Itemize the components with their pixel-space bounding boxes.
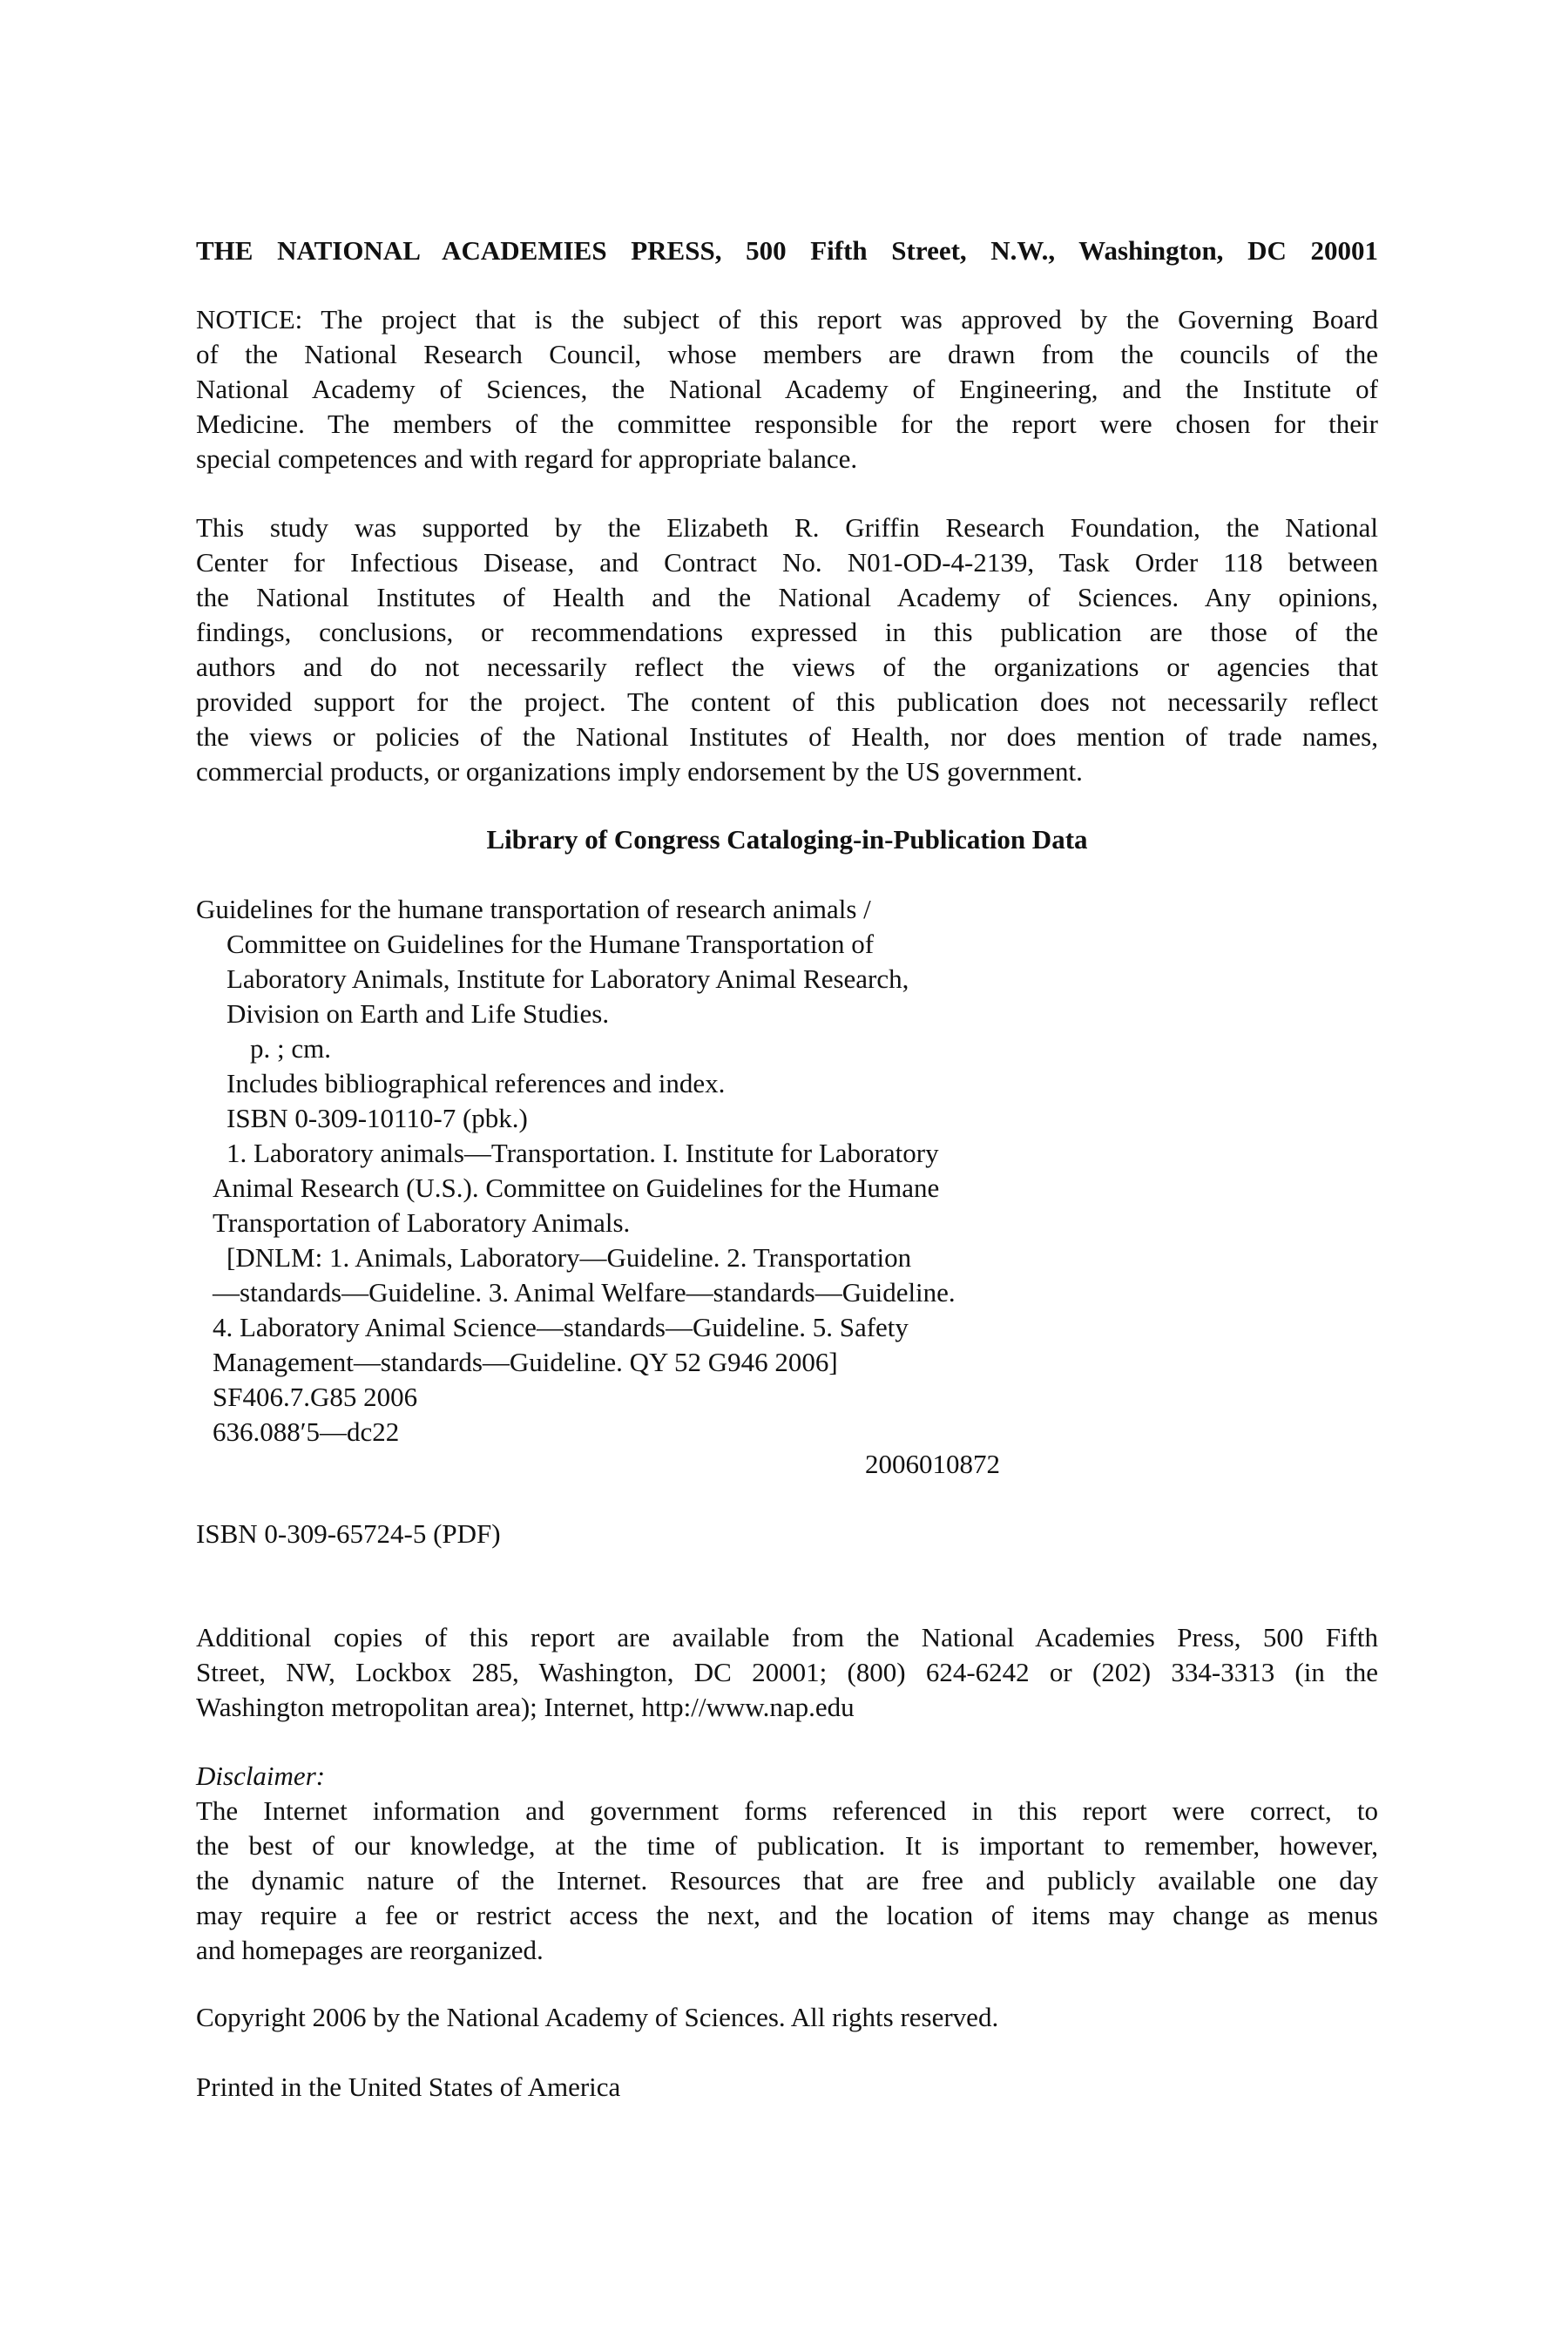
- text-line: p. ; cm.: [250, 1033, 331, 1064]
- text-line: NOTICE: The project that is the subject of this report was approved by the Governing Board: [196, 304, 1378, 335]
- text-line: Center for Infectious Disease, and Contract No. N01-OD-4-2139, Task Order 118 between: [196, 547, 1378, 578]
- text-line: 4. Laboratory Animal Science—standards—Guideline. 5. Safety: [213, 1312, 909, 1342]
- isbn-pdf: ISBN 0-309-65724-5 (PDF): [196, 1518, 501, 1549]
- additional-copies-paragraph: [196, 1620, 1378, 1725]
- text-line: 1. Laboratory animals—Transportation. I. Institute for Laboratory: [226, 1138, 939, 1168]
- text-line: The Internet information and government forms referenced in this report were correct, to: [196, 1795, 1378, 1826]
- printed-line: Printed in the United States of America: [196, 2072, 621, 2102]
- disclaimer-paragraph: [196, 1794, 1378, 1968]
- text-line: This study was supported by the Elizabeth R. Griffin Research Foundation, the National: [196, 512, 1378, 543]
- text-line: 636.088′5—dc22: [213, 1416, 400, 1447]
- text-line: authors and do not necessarily reflect the views of the organizations or agencies that: [196, 652, 1378, 682]
- text-line: Management—standards—Guideline. QY 52 G946 2006]: [213, 1347, 838, 1377]
- text-line: the National Institutes of Health and the National Academy of Sciences. Any opinions,: [196, 582, 1378, 612]
- text-line: Guidelines for the humane transportation of research animals /: [196, 894, 871, 924]
- text-line: Committee on Guidelines for the Humane Transportation of: [226, 929, 875, 959]
- text-line: special competences and with regard for appropriate balance.: [196, 443, 858, 474]
- text-line: —standards—Guideline. 3. Animal Welfare—standards—Guideline.: [213, 1277, 956, 1308]
- lccn-number: 2006010872: [865, 1449, 1000, 1479]
- text-line: of the National Research Council, whose members are drawn from the councils of the: [196, 339, 1378, 369]
- text-line: the views or policies of the National Institutes of Health, nor does mention of trade names,: [196, 721, 1378, 752]
- text-line: provided support for the project. The content of this publication does not necessarily reflect: [196, 686, 1378, 717]
- text-line: Laboratory Animals, Institute for Laboratory Animal Research,: [226, 963, 909, 994]
- text-line: Division on Earth and Life Studies.: [226, 998, 610, 1029]
- text-line: Street, NW, Lockbox 285, Washington, DC 20001; (800) 624-6242 or (202) 334-3313 (in the: [196, 1657, 1378, 1687]
- publisher-line: [196, 233, 1378, 268]
- publisher-address: THE NATIONAL ACADEMIES PRESS, 500 Fifth Street, N.W., Washington, DC 20001: [196, 235, 1378, 266]
- text-line: Includes bibliographical references and index.: [226, 1068, 726, 1098]
- text-line: may require a fee or restrict access the next, and the location of items may change as menus: [196, 1900, 1378, 1930]
- text-line: the best of our knowledge, at the time of publication. It is important to remember, however,: [196, 1830, 1378, 1861]
- text-line: SF406.7.G85 2006: [213, 1382, 418, 1412]
- text-line: Transportation of Laboratory Animals.: [213, 1207, 631, 1238]
- text-line: Additional copies of this report are available from the National Academies Press, 500 Fifth: [196, 1622, 1378, 1652]
- notice-paragraph: [196, 302, 1378, 476]
- text-line: [DNLM: 1. Animals, Laboratory—Guideline. 2. Transportation: [226, 1242, 912, 1273]
- text-line: National Academy of Sciences, the National Academy of Engineering, and the Institute of: [196, 374, 1378, 404]
- disclaimer-heading: Disclaimer:: [196, 1761, 326, 1791]
- text-line: commercial products, or organizations imply endorsement by the US government.: [196, 756, 1083, 787]
- copyright-line: Copyright 2006 by the National Academy of Sciences. All rights reserved.: [196, 2002, 999, 2032]
- text-line: Washington metropolitan area); Internet, http://www.nap.edu: [196, 1692, 855, 1722]
- cip-record: [196, 892, 1378, 1450]
- text-line: the dynamic nature of the Internet. Resources that are free and publicly available one day: [196, 1865, 1378, 1896]
- text-line: ISBN 0-309-10110-7 (pbk.): [226, 1103, 528, 1133]
- text-line: and homepages are reorganized.: [196, 1935, 544, 1965]
- text-line: findings, conclusions, or recommendations expressed in this publication are those of the: [196, 617, 1378, 647]
- support-paragraph: [196, 510, 1378, 789]
- text-line: Medicine. The members of the committee responsible for the report were chosen for their: [196, 409, 1378, 439]
- text-line: Animal Research (U.S.). Committee on Guidelines for the Humane: [213, 1173, 940, 1203]
- cip-title: Library of Congress Cataloging-in-Publication Data: [486, 824, 1088, 855]
